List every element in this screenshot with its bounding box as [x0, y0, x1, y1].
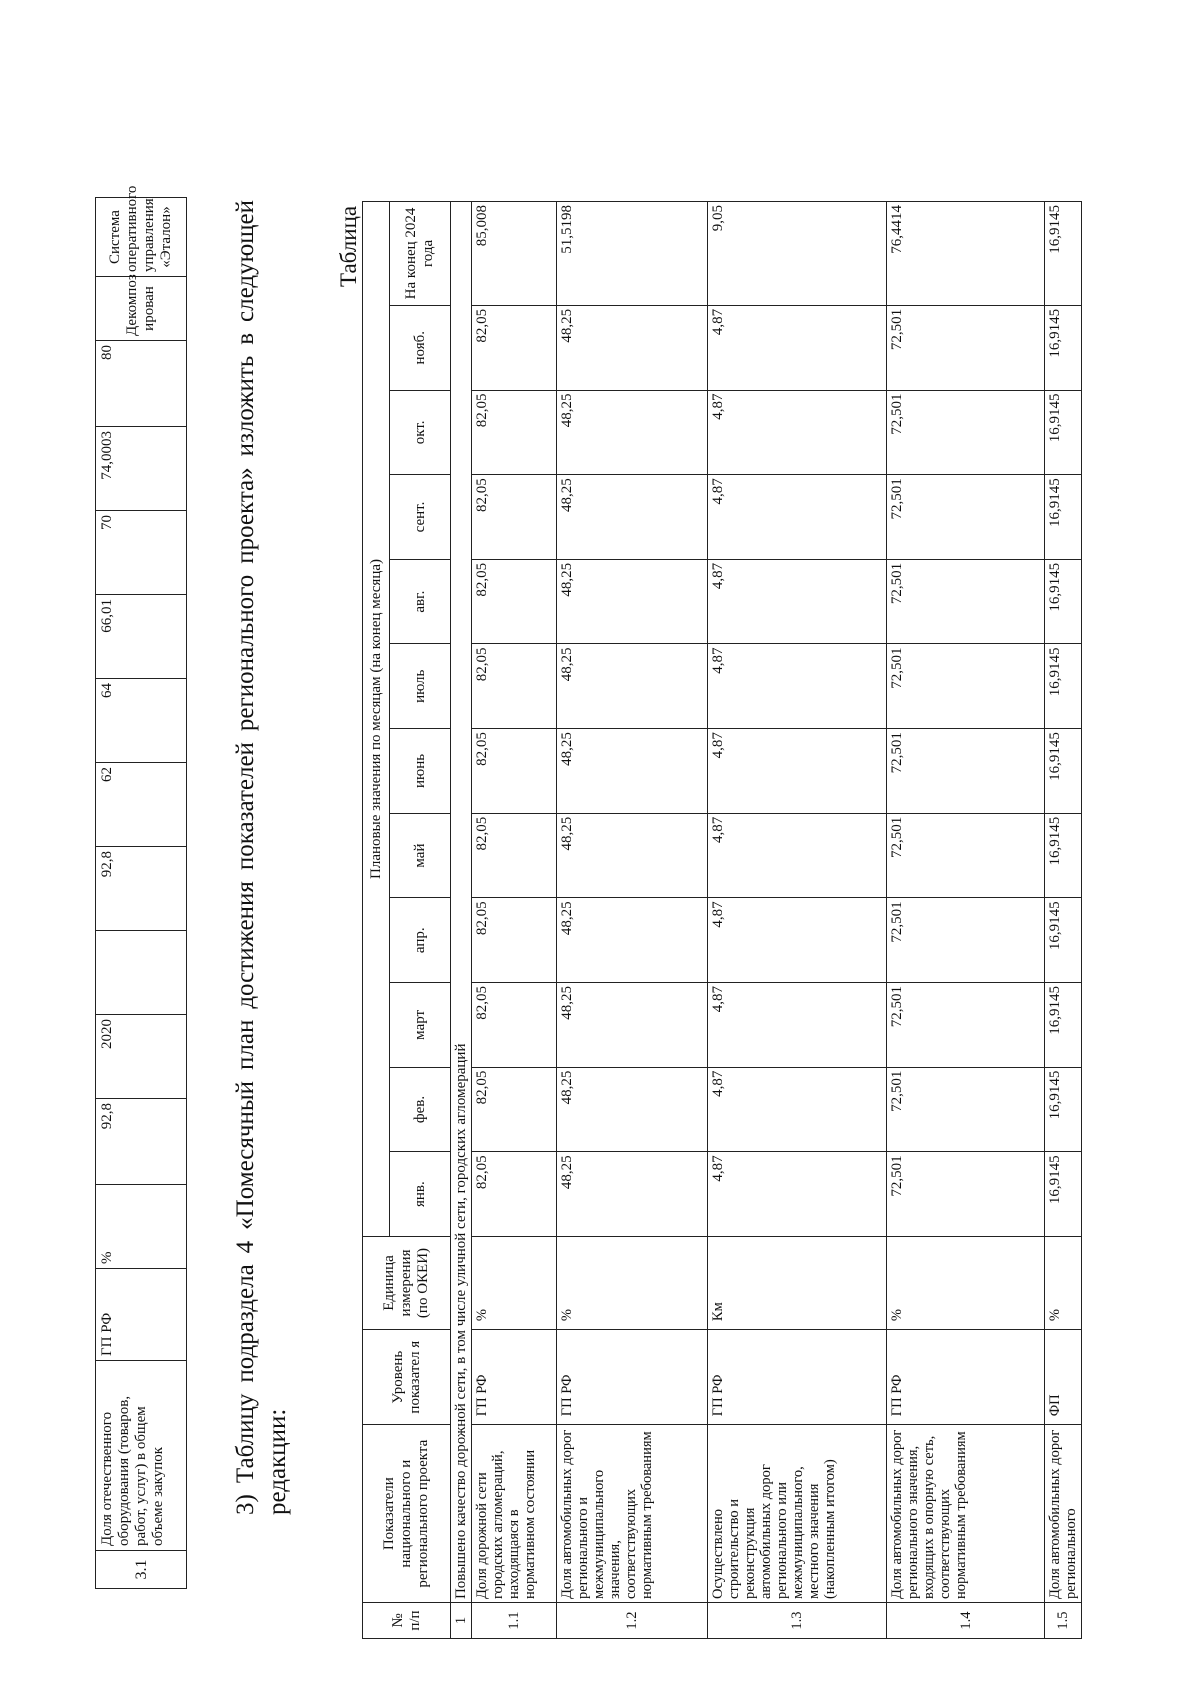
value-cell: 70 [96, 511, 187, 595]
indicator-level: ГП РФ [887, 1330, 1045, 1425]
value-cell: 4,87 [708, 559, 887, 644]
value-cell: 48,25 [557, 1152, 708, 1237]
header-month: янв. [390, 1152, 451, 1237]
value-cell: 82,05 [472, 305, 557, 390]
row-number: 3.1 [96, 1551, 187, 1589]
value-cell: 16,9145 [1045, 813, 1082, 898]
header-month: фев. [390, 1067, 451, 1152]
row-number: 1.3 [708, 1603, 887, 1639]
row-number: 1.1 [472, 1603, 557, 1639]
row-number: 1.2 [557, 1603, 708, 1639]
value-cell: 4,87 [708, 1152, 887, 1237]
indicator-name: Доля дорожной сети городских агломераций, находящаяся в нормативном состоянии [472, 1425, 557, 1603]
value-cell: 72,501 [887, 983, 1045, 1068]
value-cell: 82,05 [472, 813, 557, 898]
row-number: 1.5 [1045, 1603, 1082, 1639]
value-cell: 48,25 [557, 644, 708, 729]
indicator-name: Доля отечественного оборудования (товаров, работ, услуг) в общем объеме закупок [96, 1361, 187, 1551]
value-cell: 48,25 [557, 813, 708, 898]
table-row [472, 202, 557, 1639]
indicator-unit: % [96, 1185, 187, 1269]
value-cell: 16,9145 [1045, 644, 1082, 729]
value-cell: 82,05 [472, 644, 557, 729]
indicator-level: ФП [1045, 1330, 1082, 1425]
header-year-end: На конец 2024 года [390, 202, 451, 306]
indicator-level: ГП РФ [557, 1330, 708, 1425]
indicator-name: Осуществлено строительство и реконструкция автомобильных дорог регионального или межмуниципального, местного значения (накопленным итогом) [708, 1425, 887, 1603]
value-cell: 16,9145 [1045, 898, 1082, 983]
value-cell: 72,501 [887, 475, 1045, 560]
value-cell: 82,05 [472, 729, 557, 814]
indicator-unit: % [1045, 1236, 1082, 1329]
previous-indicator-table [95, 185, 187, 1589]
value-cell: 72,501 [887, 305, 1045, 390]
value-cell: 16,9145 [1045, 390, 1082, 475]
value-cell: 92,8 [96, 847, 187, 931]
value-cell: 72,501 [887, 729, 1045, 814]
header-month: сент. [390, 475, 451, 560]
value-cell: 66,01 [96, 595, 187, 679]
value-cell: 82,05 [472, 559, 557, 644]
value-cell: 2020 [96, 1015, 187, 1099]
value-cell: 4,87 [708, 898, 887, 983]
header-month: июнь [390, 729, 451, 814]
header-month: июль [390, 644, 451, 729]
value-cell: 72,501 [887, 898, 1045, 983]
indicator-level: ГП РФ [708, 1330, 887, 1425]
header-planned-values: Плановые значения по месяцам (на конец месяца) [363, 202, 390, 1237]
table-caption: Таблица [336, 205, 361, 287]
value-cell: 82,05 [472, 983, 557, 1068]
indicator-unit: % [557, 1236, 708, 1329]
value-cell: 4,87 [708, 813, 887, 898]
indicator-unit: Км [708, 1236, 887, 1329]
value-cell: 72,501 [887, 644, 1045, 729]
value-cell: 82,05 [472, 475, 557, 560]
monthly-plan-table [362, 201, 1082, 1639]
value-cell: 72,501 [887, 1152, 1045, 1237]
indicator-unit: % [472, 1236, 557, 1329]
value-cell: 16,9145 [1045, 983, 1082, 1068]
indicator-name: Доля автомобильных дорог регионального значения, входящих в опорную сеть, соответствующих нормативным требованиям [887, 1425, 1045, 1603]
indicator-level: ГП РФ [472, 1330, 557, 1425]
header-indicators: Показатели национального и регионального проекта [363, 1425, 451, 1603]
section-row [451, 202, 472, 1639]
year-end-cell: 9,05 [708, 202, 887, 306]
header-unit: Единица измерения (по ОКЕИ) [363, 1236, 451, 1329]
year-end-cell: 76,4414 [887, 202, 1045, 306]
value-cell: 74,0003 [96, 427, 187, 511]
section-number: 1 [451, 1603, 472, 1639]
section-title: Повышено качество дорожной сети, в том числе уличной сети, городских агломераций [451, 202, 472, 1603]
status-cell: Декомпоз ирован [96, 277, 187, 341]
value-cell: 16,9145 [1045, 729, 1082, 814]
value-cell: 16,9145 [1045, 305, 1082, 390]
header-month: март [390, 983, 451, 1068]
header-month: окт. [390, 390, 451, 475]
indicator-level: ГП РФ [96, 1269, 187, 1361]
value-cell: 48,25 [557, 475, 708, 560]
table-row [887, 202, 1045, 1639]
value-cell: 48,25 [557, 305, 708, 390]
year-end-cell: 51,5198 [557, 202, 708, 306]
value-cell: 64 [96, 679, 187, 763]
indicator-name: Доля автомобильных дорог регионального и межмуниципального значения, соответствующих нормативным требованиям [557, 1425, 708, 1603]
system-cell: Система оперативного управления «Эталон» [96, 198, 187, 277]
value-cell: 48,25 [557, 983, 708, 1068]
value-cell: 4,87 [708, 644, 887, 729]
section-heading: 3) Таблицу подраздела 4 «Помесячный план достижения показателей регионального проекта» изложить в следующей редакции: [232, 200, 291, 1515]
value-cell: 16,9145 [1045, 1067, 1082, 1152]
value-cell: 16,9145 [1045, 475, 1082, 560]
value-cell: 4,87 [708, 475, 887, 560]
value-cell: 82,05 [472, 390, 557, 475]
value-cell: 82,05 [472, 898, 557, 983]
value-cell: 16,9145 [1045, 559, 1082, 644]
value-cell: 4,87 [708, 305, 887, 390]
value-cell: 4,87 [708, 983, 887, 1068]
value-cell: 72,501 [887, 559, 1045, 644]
year-end-cell: 16,9145 [1045, 202, 1082, 306]
value-cell: 4,87 [708, 729, 887, 814]
value-cell: 72,501 [887, 390, 1045, 475]
value-cell [96, 931, 187, 1015]
value-cell: 92,8 [96, 1099, 187, 1185]
value-cell: 48,25 [557, 559, 708, 644]
row-number: 1.4 [887, 1603, 1045, 1639]
indicator-name: Доля автомобильных дорог регионального [1045, 1425, 1082, 1603]
value-cell: 48,25 [557, 390, 708, 475]
value-cell: 16,9145 [1045, 1152, 1082, 1237]
value-cell: 72,501 [887, 813, 1045, 898]
header-month: май [390, 813, 451, 898]
value-cell: 80 [96, 341, 187, 427]
header-month: нояб. [390, 305, 451, 390]
value-cell: 48,25 [557, 1067, 708, 1152]
value-cell: 82,05 [472, 1152, 557, 1237]
value-cell: 48,25 [557, 898, 708, 983]
indicator-unit: % [887, 1236, 1045, 1329]
value-cell: 48,25 [557, 729, 708, 814]
table-row [96, 198, 187, 1589]
header-row [363, 202, 390, 1639]
table-row [557, 202, 708, 1639]
value-cell: 4,87 [708, 1067, 887, 1152]
value-cell: 4,87 [708, 390, 887, 475]
value-cell: 82,05 [472, 1067, 557, 1152]
header-level: Уровень показател я [363, 1330, 451, 1425]
table-row [708, 202, 887, 1639]
value-cell: 62 [96, 763, 187, 847]
value-cell: 72,501 [887, 1067, 1045, 1152]
header-month: апр. [390, 898, 451, 983]
header-month: авг. [390, 559, 451, 644]
year-end-cell: 85,008 [472, 202, 557, 306]
header-number: № п/п [363, 1603, 451, 1639]
table-row [1045, 202, 1082, 1639]
